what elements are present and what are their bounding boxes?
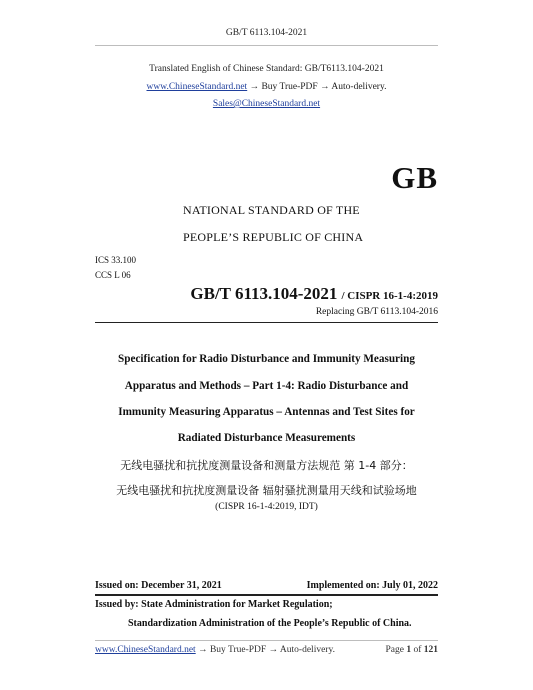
page-total: 121: [423, 645, 438, 655]
header-divider: [95, 45, 438, 46]
ccs-code: CCS L 06: [95, 270, 131, 280]
buy-true-pdf-text: Buy True-PDF: [261, 82, 318, 92]
title-cn-line-2: 无线电骚扰和抗扰度测量设备 辐射骚扰测量用天线和试验场地: [116, 484, 417, 497]
cispr-equivalent: / CISPR 16-1-4:2019: [341, 290, 438, 302]
page-label: Page: [385, 645, 404, 655]
arrow-right-icon: →: [320, 82, 330, 92]
purchase-line: [0, 82, 533, 92]
standard-number-line: [190, 284, 438, 304]
running-header: GB/T 6113.104-2021: [225, 28, 308, 38]
arrow-right-icon: →: [268, 645, 279, 655]
title-en-line-4: Radiated Disturbance Measurements: [177, 432, 356, 444]
sales-email-link[interactable]: Sales@ChineseStandard.net: [212, 99, 321, 109]
gb-mark: GB: [391, 160, 438, 195]
footer-purchase-line: [95, 645, 335, 655]
standard-number: GB/T 6113.104-2021: [190, 284, 338, 303]
arrow-right-icon: →: [249, 82, 260, 92]
implemented-on-date: Implemented on: July 01, 2022: [306, 580, 438, 591]
footer-divider: [95, 640, 438, 641]
footer-buy-true-pdf-text: Buy True-PDF: [209, 645, 267, 655]
standard-number-divider: [95, 322, 438, 323]
issued-by-line-2: Standardization Administration of the People’s Republic of China.: [128, 618, 412, 629]
dates-divider: [95, 594, 438, 596]
title-en-line-1: Specification for Radio Disturbance and Immunity Measuring: [118, 353, 415, 365]
national-standard-line-2: PEOPLE’S REPUBLIC OF CHINA: [183, 230, 364, 244]
page-indicator: [385, 645, 438, 655]
footer-auto-delivery-text: Auto-delivery.: [279, 645, 335, 655]
title-cn-line-1: 无线电骚扰和抗扰度测量设备和测量方法规范 第 1-4 部分：: [120, 459, 413, 472]
issued-by-line-1: Issued by: State Administration for Market Regulation;: [95, 599, 333, 610]
issued-on-date: Issued on: December 31, 2021: [95, 580, 222, 591]
replacing-note: Replacing GB/T 6113.104-2016: [315, 307, 438, 317]
ics-code: ICS 33.100: [95, 255, 137, 265]
national-standard-line-1: NATIONAL STANDARD OF THE: [183, 203, 360, 217]
of-label: of: [413, 645, 422, 655]
idt-note: (CISPR 16-1-4:2019, IDT): [215, 502, 318, 512]
footer-chinesestandard-link[interactable]: www.ChineseStandard.net: [95, 645, 196, 655]
arrow-right-icon: →: [198, 645, 208, 655]
chinesestandard-link[interactable]: www.ChineseStandard.net: [146, 82, 248, 92]
translation-note: Translated English of Chinese Standard: GB/T6113.104-2021: [149, 64, 384, 74]
sales-email-line: [0, 99, 533, 109]
title-en-line-3: Immunity Measuring Apparatus – Antennas and Test Sites for: [118, 406, 415, 418]
title-en-line-2: Apparatus and Methods – Part 1-4: Radio Disturbance and: [124, 380, 409, 392]
page-number: 1: [406, 645, 412, 655]
auto-delivery-text: Auto-delivery.: [331, 82, 387, 92]
